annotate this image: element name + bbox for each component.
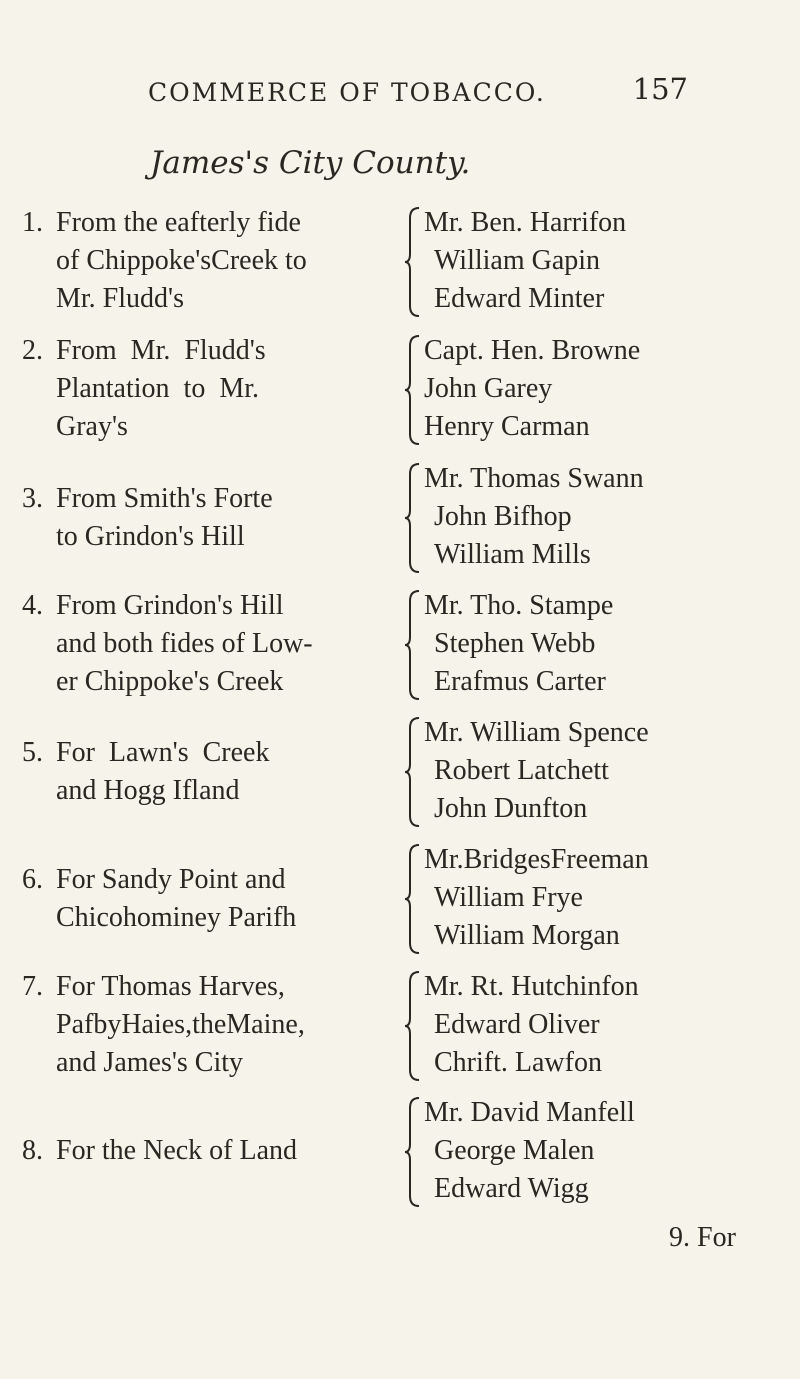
district-line: Gray's [56,411,128,442]
district-line: Chicohominey Parifh [56,902,297,933]
district-line: For Sandy Point and [56,864,286,895]
names-list [424,1094,784,1208]
district-description [56,968,406,1082]
district-line: For Lawn's Creek [56,737,270,768]
district-line: For Thomas Harves, [56,971,285,1002]
name-item: Edward Minter [434,283,605,314]
name-item: George Malen [434,1135,595,1166]
running-title: COMMERCE OF TOBACCO. [148,78,546,107]
name-item: Erafmus Carter [434,666,606,697]
district-line: of Chippoke'sCreek to [56,245,307,276]
district-line: Mr. Fludd's [56,283,184,314]
brace-icon [404,716,422,828]
catchword: 9. For [669,1222,736,1253]
names-list [424,332,784,446]
name-item: Edward Oliver [434,1009,600,1040]
brace-icon [404,206,422,318]
name-item: John Bifhop [434,501,572,532]
entry-number: 2. [22,335,43,366]
district-description [56,587,406,701]
district-entry [22,332,782,450]
entry-number: 4. [22,590,43,621]
name-item: Mr.BridgesFreeman [424,844,649,875]
entry-number: 6. [22,864,43,895]
name-item: Capt. Hen. Browne [424,335,641,366]
name-item: William Frye [434,882,583,913]
district-description [56,1132,406,1170]
name-item: John Dunfton [434,793,588,824]
names-list [424,204,784,318]
district-line: From the eafterly fide [56,207,301,238]
district-line: to Grindon's Hill [56,521,245,552]
district-description [56,861,406,937]
name-item: Stephen Webb [434,628,596,659]
name-item: Robert Latchett [434,755,609,786]
district-line: Plantation to Mr. [56,373,259,404]
district-line: and Hogg Ifland [56,775,240,806]
brace-icon [404,589,422,701]
name-item: Mr. Thomas Swann [424,463,644,494]
entry-number: 3. [22,483,43,514]
district-entry [22,587,782,705]
section-title: James's City County. [150,145,471,181]
brace-icon [404,1096,422,1208]
district-entry [22,968,782,1086]
brace-icon [404,843,422,955]
brace-icon [404,970,422,1082]
brace-icon [404,462,422,574]
district-line: and both fides of Low- [56,628,313,659]
entry-number: 5. [22,737,43,768]
name-item: Henry Carman [424,411,590,442]
name-item: Mr. William Spence [424,717,649,748]
name-item: William Gapin [434,245,601,276]
name-item: John Garey [424,373,553,404]
name-item: Mr. Rt. Hutchinfon [424,971,639,1002]
district-entry [22,841,782,959]
district-line: From Grindon's Hill [56,590,284,621]
names-list [424,714,784,828]
district-entry [22,714,782,832]
name-item: Chrift. Lawfon [434,1047,602,1078]
district-description [56,204,406,318]
name-item: William Morgan [434,920,620,951]
district-entry [22,460,782,578]
district-entry [22,204,782,322]
page-number: 157 [632,72,688,106]
names-list [424,460,784,574]
district-line: For the Neck of Land [56,1135,298,1166]
district-line: er Chippoke's Creek [56,666,284,697]
district-line: PafbyHaies,theMaine, [56,1009,305,1040]
name-item: Mr. Ben. Harrifon [424,207,627,238]
names-list [424,968,784,1082]
district-line: and James's City [56,1047,244,1078]
names-list [424,841,784,955]
district-description [56,332,406,446]
brace-icon [404,334,422,446]
running-head [148,72,688,112]
district-description [56,480,406,556]
district-line: From Mr. Fludd's [56,335,266,366]
entry-number: 8. [22,1135,43,1166]
district-line: From Smith's Forte [56,483,273,514]
entry-number: 7. [22,971,43,1002]
name-item: William Mills [434,539,591,570]
names-list [424,587,784,701]
name-item: Mr. Tho. Stampe [424,590,614,621]
district-description [56,734,406,810]
entry-number: 1. [22,207,43,238]
name-item: Mr. David Manfell [424,1097,635,1128]
district-entry [22,1094,782,1212]
name-item: Edward Wigg [434,1173,589,1204]
